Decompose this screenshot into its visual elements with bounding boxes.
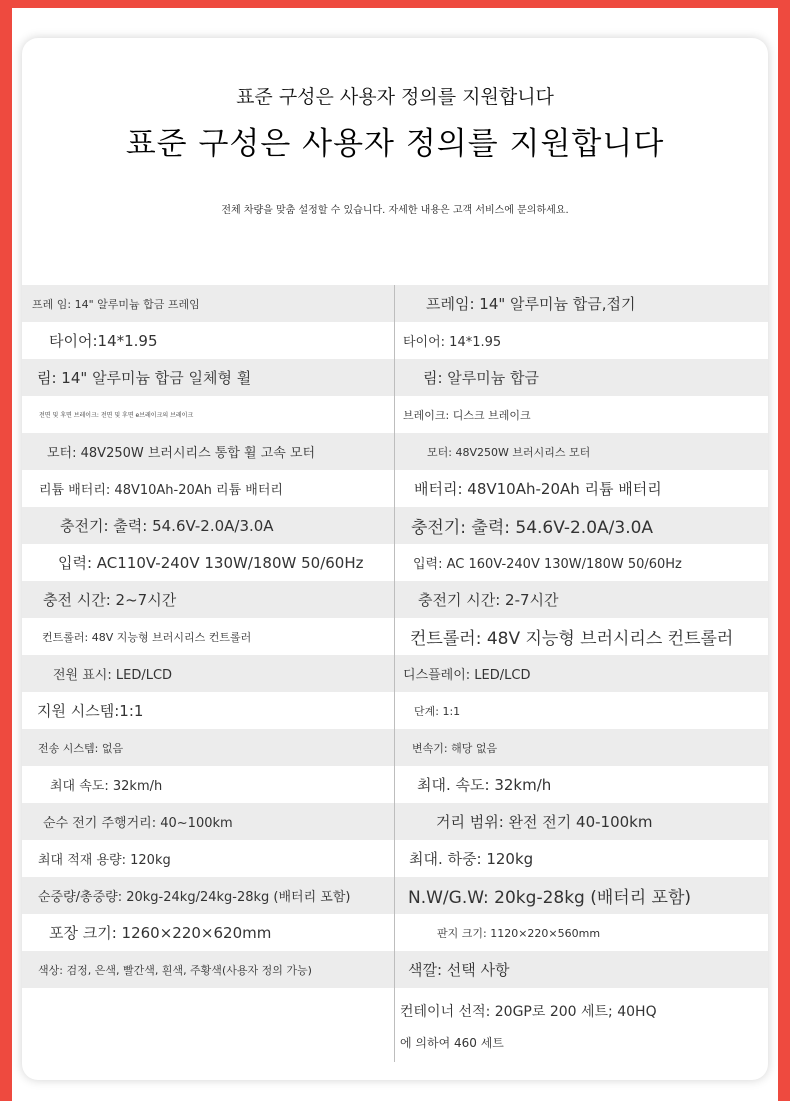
table-row bbox=[22, 618, 768, 655]
table-row bbox=[22, 581, 768, 618]
spec-right-cell: 최대. 하중: 120kg bbox=[409, 850, 534, 868]
spec-table bbox=[22, 285, 768, 1062]
spec-left-cell: 충전기: 출력: 54.6V-2.0A/3.0A bbox=[22, 507, 395, 544]
spec-card bbox=[22, 38, 768, 1080]
table-row bbox=[22, 877, 768, 914]
spec-right-cell: 림: 알루미늄 합금 bbox=[423, 369, 540, 387]
table-row bbox=[22, 914, 768, 951]
spec-right-cell: 디스플레이: LED/LCD bbox=[403, 668, 531, 683]
spec-left-cell bbox=[22, 988, 395, 1062]
spec-left-cell: 입력: AC110V-240V 130W/180W 50/60Hz bbox=[22, 544, 395, 581]
container-loading-line2: 에 의하여 460 세트 bbox=[400, 1036, 504, 1050]
table-row bbox=[22, 729, 768, 766]
header-description: 전체 차량을 맞춤 설정할 수 있습니다. 자세한 내용은 고객 서비스에 문의하세요. bbox=[221, 205, 569, 216]
page-background bbox=[12, 8, 778, 1101]
spec-left-cell: 모터: 48V250W 브러시리스 통합 휠 고속 모터 bbox=[22, 433, 395, 470]
container-loading-line1: 컨테이너 선적: 20GP로 200 세트; 40HQ bbox=[400, 1004, 657, 1020]
spec-right-cell: 컨트롤러: 48V 지능형 브러시리스 컨트롤러 bbox=[410, 629, 734, 649]
spec-right-cell: 충전기 시간: 2-7시간 bbox=[418, 591, 559, 609]
table-row bbox=[22, 396, 768, 433]
table-row bbox=[22, 951, 768, 988]
table-row bbox=[22, 840, 768, 877]
table-row bbox=[22, 803, 768, 840]
table-row bbox=[22, 766, 768, 803]
top-accent-strip bbox=[0, 0, 790, 8]
spec-right-cell: 프레임: 14" 알루미늄 합금,접기 bbox=[426, 295, 636, 313]
table-row bbox=[22, 433, 768, 470]
spec-left-cell: 전송 시스템: 없음 bbox=[22, 729, 395, 766]
spec-right-cell: 판지 크기: 1120×220×560mm bbox=[437, 926, 601, 940]
table-row bbox=[22, 692, 768, 729]
spec-right-cell bbox=[395, 988, 768, 1062]
spec-right-cell: 최대. 속도: 32km/h bbox=[417, 776, 552, 794]
container-loading-text bbox=[395, 988, 657, 1059]
spec-right-cell: 충전기: 출력: 54.6V-2.0A/3.0A bbox=[411, 518, 654, 538]
spec-left-cell: 림: 14" 알루미늄 합금 일체형 휠 bbox=[22, 359, 395, 396]
header-title: 표준 구성은 사용자 정의를 지원합니다 bbox=[125, 126, 665, 162]
spec-left-cell: 최대 적재 용량: 120kg bbox=[22, 840, 395, 877]
spec-left-cell: 컨트롤러: 48V 지능형 브러시리스 컨트롤러 bbox=[22, 618, 395, 655]
spec-right-cell: 거리 범위: 완전 전기 40-100km bbox=[436, 813, 653, 831]
table-row bbox=[22, 470, 768, 507]
spec-right-cell: 타이어: 14*1.95 bbox=[403, 335, 502, 350]
spec-left-cell: 리튬 배터리: 48V10Ah-20Ah 리튬 배터리 bbox=[22, 470, 395, 507]
header-subtitle: 표준 구성은 사용자 정의를 지원합니다 bbox=[236, 86, 554, 108]
spec-right-cell: 모터: 48V250W 브러시리스 모터 bbox=[427, 445, 591, 459]
spec-right-cell: 색깔: 선택 사항 bbox=[408, 961, 510, 979]
spec-right-cell: N.W/G.W: 20kg-28kg (배터리 포함) bbox=[408, 888, 692, 908]
spec-right-cell: 입력: AC 160V-240V 130W/180W 50/60Hz bbox=[413, 557, 682, 572]
spec-left-cell: 전면 및 후면 브레이크: 전면 및 후면 e브레이크의 브레이크 bbox=[22, 396, 395, 433]
spec-left-cell: 타이어:14*1.95 bbox=[22, 322, 395, 359]
table-row bbox=[22, 322, 768, 359]
spec-left-cell: 충전 시간: 2~7시간 bbox=[22, 581, 395, 618]
table-row bbox=[22, 988, 768, 1062]
spec-left-cell: 순중량/총중량: 20kg-24kg/24kg-28kg (배터리 포함) bbox=[22, 877, 395, 914]
spec-left-cell: 순수 전기 주행거리: 40~100km bbox=[22, 803, 395, 840]
table-row bbox=[22, 655, 768, 692]
spec-right-cell: 단계: 1:1 bbox=[414, 704, 461, 718]
spec-left-cell: 포장 크기: 1260×220×620mm bbox=[22, 914, 395, 951]
table-row bbox=[22, 359, 768, 396]
spec-right-cell: 배터리: 48V10Ah-20Ah 리튬 배터리 bbox=[414, 480, 662, 498]
spec-left-cell: 색상: 검정, 은색, 빨간색, 흰색, 주황색(사용자 정의 가능) bbox=[22, 951, 395, 988]
spec-right-cell: 브레이크: 디스크 브레이크 bbox=[403, 408, 531, 422]
spec-left-cell: 최대 속도: 32km/h bbox=[22, 766, 395, 803]
spec-right-cell: 변속기: 해당 없음 bbox=[412, 741, 498, 755]
table-row bbox=[22, 544, 768, 581]
spec-left-cell: 전원 표시: LED/LCD bbox=[22, 655, 395, 692]
spec-left-cell: 프레 임: 14" 알루미늄 합금 프레임 bbox=[22, 285, 395, 322]
spec-left-cell: 지원 시스템:1:1 bbox=[22, 692, 395, 729]
table-row bbox=[22, 507, 768, 544]
table-row bbox=[22, 285, 768, 322]
